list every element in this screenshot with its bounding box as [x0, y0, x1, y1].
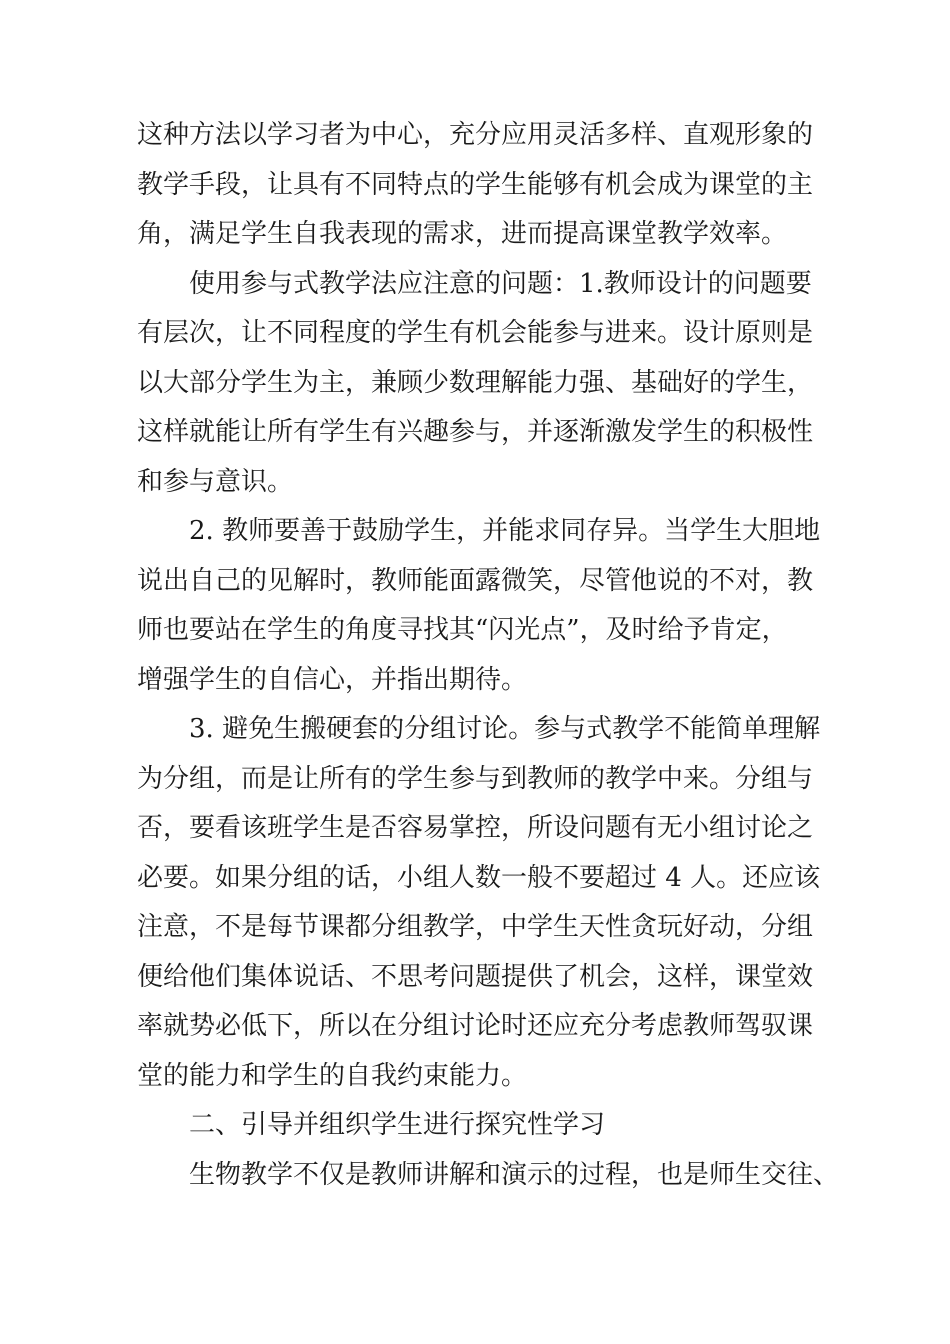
text-line: 注意，不是每节课都分组教学，中学生天性贪玩好动，分组 [137, 912, 814, 942]
text-line: 以大部分学生为主，兼顾少数理解能力强、基础好的学生， [137, 367, 814, 398]
text-line: 说出自己的见解时，教师能面露微笑，尽管他说的不对，教 [137, 565, 814, 596]
text-line: 堂的能力和学生的自我约束能力。 [137, 1060, 528, 1091]
text-line: 这样就能让所有学生有兴趣参与，并逐渐激发学生的积极性 [137, 417, 814, 447]
text-line: 3. 避免生搬硬套的分组讨论。参与式教学不能简单理解 [189, 714, 821, 744]
text-line: 这种方法以学习者为中心，充分应用灵活多样、直观形象的 [137, 120, 814, 150]
text-line: 有层次，让不同程度的学生有机会能参与进来。设计原则是 [137, 318, 814, 348]
text-line: 二、引导并组织学生进行探究性学习 [189, 1110, 606, 1140]
text-line: 角，满足学生自我表现的需求，进而提高课堂教学效率。 [137, 219, 788, 249]
text-line: 增强学生的自信心，并指出期待。 [137, 664, 528, 695]
text-line: 教学手段，让具有不同特点的学生能够有机会成为课堂的主 [137, 169, 814, 200]
paragraph [137, 111, 817, 260]
paragraph [137, 1101, 817, 1151]
paragraph [137, 507, 821, 705]
text-line: 必要。如果分组的话，小组人数一般不要超过 4 人。还应该 [137, 862, 821, 893]
text-line: 师也要站在学生的角度寻找其“闪光点”，及时给予肯定， [137, 615, 788, 645]
text-line: 和参与意识。 [137, 466, 294, 497]
text-line: 否，要看该班学生是否容易掌控，所设问题有无小组讨论之 [137, 813, 814, 843]
paragraph [137, 260, 817, 508]
text-line: 生物教学不仅是教师讲解和演示的过程，也是师生交往、 [189, 1159, 840, 1190]
text-line: 便给他们集体说话、不思考问题提供了机会，这样，课堂效 [137, 961, 814, 992]
text-line: 2. 教师要善于鼓励学生，并能求同存异。当学生大胆地 [189, 516, 821, 546]
text-line: 为分组，而是让所有的学生参与到教师的教学中来。分组与 [137, 763, 814, 794]
paragraph [137, 1151, 840, 1201]
text-line: 率就势必低下，所以在分组讨论时还应充分考虑教师驾驭课 [137, 1011, 814, 1041]
paragraph [137, 705, 821, 1101]
text-line: 使用参与式教学法应注意的问题：1.教师设计的问题要 [189, 268, 812, 299]
body-text [137, 111, 840, 1200]
